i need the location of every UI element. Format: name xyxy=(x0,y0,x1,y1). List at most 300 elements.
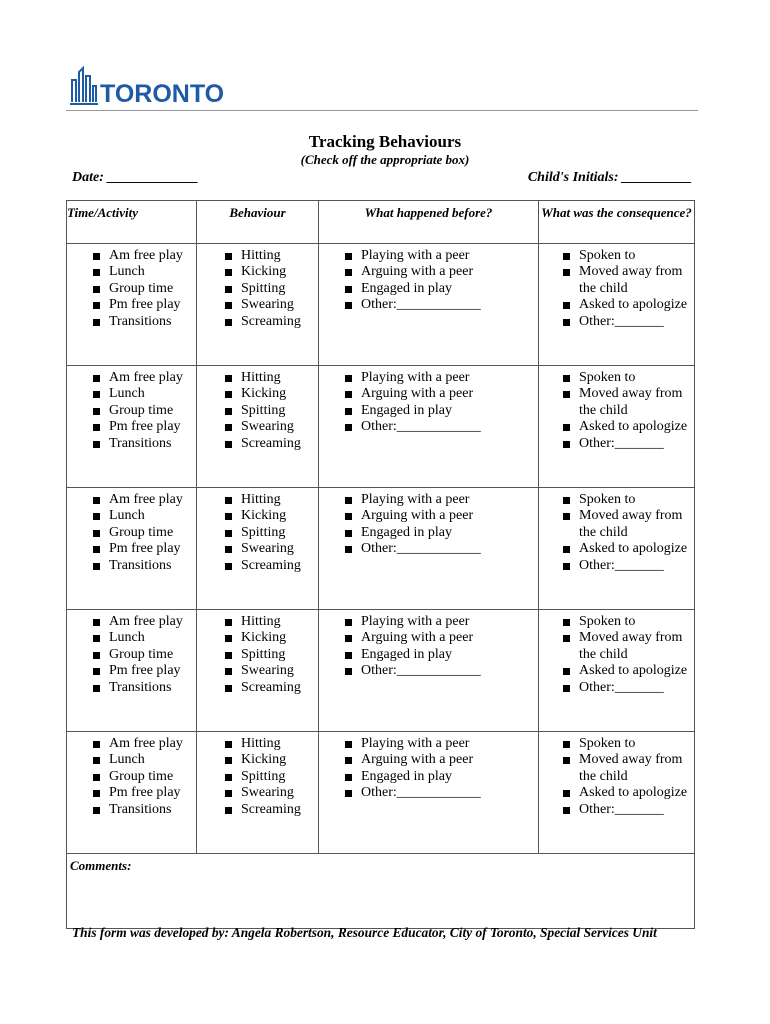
activity-option-label: Lunch xyxy=(109,508,145,524)
consequence-options-list xyxy=(539,732,694,818)
consequence-option[interactable] xyxy=(559,680,694,696)
header-consequence: What was the consequence? xyxy=(539,201,695,244)
consequence-cell xyxy=(539,488,695,610)
activity-cell xyxy=(67,732,197,854)
activity-option[interactable] xyxy=(89,525,196,541)
checkbox-square-icon[interactable] xyxy=(345,741,352,748)
activity-option-label: Transitions xyxy=(109,435,172,451)
checkbox-square-icon[interactable] xyxy=(225,302,232,309)
behaviour-option-label: Spitting xyxy=(241,524,286,540)
checkbox-square-icon[interactable] xyxy=(345,269,352,276)
checkbox-square-icon[interactable] xyxy=(225,286,232,293)
activity-option[interactable] xyxy=(89,508,196,524)
antecedent-option-label: Playing with a peer xyxy=(361,248,470,263)
activity-option-label: Transitions xyxy=(109,679,172,695)
behaviour-option[interactable] xyxy=(221,630,318,646)
checkbox-square-icon[interactable] xyxy=(563,619,570,626)
table-body xyxy=(67,244,695,929)
behaviour-option-label: Spitting xyxy=(241,280,286,296)
checkbox-square-icon[interactable] xyxy=(93,635,100,642)
checkbox-square-icon[interactable] xyxy=(225,269,232,276)
checkbox-square-icon[interactable] xyxy=(345,530,352,537)
antecedent-option-label: Engaged in play xyxy=(361,402,452,418)
behaviour-option[interactable] xyxy=(221,370,318,386)
checkbox-square-icon[interactable] xyxy=(93,668,100,675)
behaviour-option[interactable] xyxy=(221,541,318,557)
checkbox-square-icon[interactable] xyxy=(345,546,352,553)
behaviour-option[interactable] xyxy=(221,386,318,402)
antecedent-option-label: Arguing with a peer xyxy=(361,752,474,768)
behaviour-option-label: Swearing xyxy=(241,541,294,557)
checkbox-square-icon[interactable] xyxy=(93,530,100,537)
antecedent-options-list xyxy=(319,610,538,680)
antecedent-option-label: Engaged in play xyxy=(361,524,452,540)
activity-option[interactable] xyxy=(89,769,196,785)
checkbox-square-icon[interactable] xyxy=(93,774,100,781)
activity-option-label: Am free play xyxy=(109,614,183,629)
checkbox-square-icon[interactable] xyxy=(93,375,100,382)
checkbox-square-icon[interactable] xyxy=(225,319,232,326)
checkbox-square-icon[interactable] xyxy=(93,546,100,553)
behaviour-option-label: Hitting xyxy=(241,248,281,263)
consequence-options-list xyxy=(539,488,694,574)
behaviour-options-list xyxy=(197,244,318,330)
checkbox-square-icon[interactable] xyxy=(93,497,100,504)
behaviour-option-label: Swearing xyxy=(241,785,294,801)
activity-option[interactable] xyxy=(89,297,196,313)
antecedent-option-label: Playing with a peer xyxy=(361,370,470,385)
checkbox-square-icon[interactable] xyxy=(225,441,232,448)
checkbox-square-icon[interactable] xyxy=(345,757,352,764)
checkbox-square-icon[interactable] xyxy=(93,757,100,764)
behaviour-cell xyxy=(197,366,319,488)
antecedent-option[interactable] xyxy=(341,541,538,557)
activity-option-label: Transitions xyxy=(109,801,172,817)
activity-option[interactable] xyxy=(89,264,196,280)
antecedent-option-label: Playing with a peer xyxy=(361,736,470,751)
consequence-option-label: Spoken to xyxy=(579,248,636,263)
checkbox-square-icon[interactable] xyxy=(93,424,100,431)
activity-option-label: Lunch xyxy=(109,752,145,768)
consequence-option-label: Moved away from the child xyxy=(579,752,683,784)
activity-option[interactable] xyxy=(89,386,196,402)
table-row xyxy=(67,244,695,366)
checkbox-square-icon[interactable] xyxy=(345,774,352,781)
behaviour-option-label: Spitting xyxy=(241,402,286,418)
consequence-option[interactable] xyxy=(559,386,694,419)
activity-option-label: Group time xyxy=(109,402,174,418)
consequence-option-label: Other:_______ xyxy=(579,313,664,329)
activity-options-list xyxy=(67,366,196,452)
checkbox-square-icon[interactable] xyxy=(563,513,570,520)
checkbox-square-icon[interactable] xyxy=(563,497,570,504)
behaviour-option[interactable] xyxy=(221,558,318,574)
consequence-option[interactable] xyxy=(559,248,694,264)
checkbox-square-icon[interactable] xyxy=(93,269,100,276)
checkbox-square-icon[interactable] xyxy=(563,741,570,748)
checkbox-square-icon[interactable] xyxy=(225,513,232,520)
checkbox-square-icon[interactable] xyxy=(563,269,570,276)
antecedent-options-list xyxy=(319,366,538,436)
behaviour-option[interactable] xyxy=(221,752,318,768)
checkbox-square-icon[interactable] xyxy=(345,424,352,431)
checkbox-square-icon[interactable] xyxy=(563,375,570,382)
checkbox-square-icon[interactable] xyxy=(345,497,352,504)
behaviour-tracking-table xyxy=(66,200,695,929)
behaviour-option[interactable] xyxy=(221,525,318,541)
checkbox-square-icon[interactable] xyxy=(225,391,232,398)
activity-option[interactable] xyxy=(89,281,196,297)
checkbox-square-icon[interactable] xyxy=(563,790,570,797)
consequence-option-label: Spoken to xyxy=(579,370,636,385)
activity-option-label: Pm free play xyxy=(109,297,181,313)
antecedent-option-label: Other:____________ xyxy=(361,541,481,557)
header-divider xyxy=(66,110,698,111)
activity-option[interactable] xyxy=(89,785,196,801)
svg-text:TORONTO: TORONTO xyxy=(100,80,225,108)
activity-cell xyxy=(67,610,197,732)
checkbox-square-icon[interactable] xyxy=(93,302,100,309)
consequence-option-label: Spoken to xyxy=(579,492,636,507)
checkbox-square-icon[interactable] xyxy=(225,685,232,692)
behaviour-option-label: Kicking xyxy=(241,508,287,524)
behaviour-option[interactable] xyxy=(221,314,318,330)
consequence-option-label: Asked to apologize xyxy=(579,541,688,557)
consequence-option-label: Asked to apologize xyxy=(579,419,688,435)
comments-label: Comments: xyxy=(70,858,132,873)
consequence-option[interactable] xyxy=(559,436,694,452)
antecedent-option[interactable] xyxy=(341,248,538,264)
checkbox-square-icon[interactable] xyxy=(345,286,352,293)
checkbox-square-icon[interactable] xyxy=(93,563,100,570)
consequence-option[interactable] xyxy=(559,314,694,330)
activity-option-label: Group time xyxy=(109,280,174,296)
checkbox-square-icon[interactable] xyxy=(345,790,352,797)
activity-cell xyxy=(67,366,197,488)
checkbox-square-icon[interactable] xyxy=(345,635,352,642)
consequence-option-label: Moved away from the child xyxy=(579,508,683,540)
behaviour-options-list xyxy=(197,488,318,574)
antecedent-option-label: Other:____________ xyxy=(361,419,481,435)
activity-cell xyxy=(67,244,197,366)
behaviour-option[interactable] xyxy=(221,508,318,524)
behaviour-option[interactable] xyxy=(221,785,318,801)
checkbox-square-icon[interactable] xyxy=(345,253,352,260)
checkbox-square-icon[interactable] xyxy=(225,253,232,260)
antecedent-option[interactable] xyxy=(341,419,538,435)
antecedent-option-label: Other:____________ xyxy=(361,297,481,313)
checkbox-square-icon[interactable] xyxy=(93,391,100,398)
checkbox-square-icon[interactable] xyxy=(93,807,100,814)
antecedent-option[interactable] xyxy=(341,370,538,386)
consequence-option-label: Other:_______ xyxy=(579,557,664,573)
checkbox-square-icon[interactable] xyxy=(345,668,352,675)
consequence-option[interactable] xyxy=(559,736,694,752)
activity-option-label: Am free play xyxy=(109,370,183,385)
antecedent-option[interactable] xyxy=(341,630,538,646)
checkbox-square-icon[interactable] xyxy=(225,530,232,537)
city-of-toronto-logo xyxy=(70,66,225,108)
checkbox-square-icon[interactable] xyxy=(563,685,570,692)
consequence-options-list xyxy=(539,610,694,696)
antecedent-option[interactable] xyxy=(341,614,538,630)
behaviour-options-list xyxy=(197,610,318,696)
consequence-option-label: Asked to apologize xyxy=(579,785,688,801)
antecedent-option-label: Playing with a peer xyxy=(361,614,470,629)
activity-option[interactable] xyxy=(89,248,196,264)
behaviour-option-label: Screaming xyxy=(241,435,301,451)
checkbox-square-icon[interactable] xyxy=(93,619,100,626)
behaviour-option[interactable] xyxy=(221,736,318,752)
activity-option[interactable] xyxy=(89,314,196,330)
checkbox-square-icon[interactable] xyxy=(93,741,100,748)
behaviour-option-label: Screaming xyxy=(241,313,301,329)
activity-cell xyxy=(67,488,197,610)
consequence-option[interactable] xyxy=(559,541,694,557)
checkbox-square-icon[interactable] xyxy=(225,757,232,764)
consequence-cell xyxy=(539,732,695,854)
consequence-options-list xyxy=(539,366,694,452)
table-row xyxy=(67,366,695,488)
checkbox-square-icon[interactable] xyxy=(93,286,100,293)
activity-option[interactable] xyxy=(89,752,196,768)
checkbox-square-icon[interactable] xyxy=(93,652,100,659)
checkbox-square-icon[interactable] xyxy=(345,391,352,398)
behaviour-option-label: Screaming xyxy=(241,557,301,573)
activity-options-list xyxy=(67,732,196,818)
checkbox-square-icon[interactable] xyxy=(225,741,232,748)
consequence-option[interactable] xyxy=(559,558,694,574)
checkbox-square-icon[interactable] xyxy=(563,807,570,814)
activity-options-list xyxy=(67,610,196,696)
antecedent-cell xyxy=(319,488,539,610)
antecedent-option-label: Arguing with a peer xyxy=(361,264,474,280)
behaviour-option-label: Kicking xyxy=(241,630,287,646)
activity-option[interactable] xyxy=(89,647,196,663)
checkbox-square-icon[interactable] xyxy=(93,441,100,448)
consequence-option[interactable] xyxy=(559,752,694,785)
activity-option-label: Pm free play xyxy=(109,663,181,679)
activity-option-label: Transitions xyxy=(109,557,172,573)
checkbox-square-icon[interactable] xyxy=(225,497,232,504)
activity-option[interactable] xyxy=(89,436,196,452)
antecedent-option[interactable] xyxy=(341,492,538,508)
checkbox-square-icon[interactable] xyxy=(563,441,570,448)
checkbox-square-icon[interactable] xyxy=(225,774,232,781)
activity-options-list xyxy=(67,488,196,574)
activity-option-label: Lunch xyxy=(109,630,145,646)
activity-option-label: Am free play xyxy=(109,248,183,263)
antecedent-options-list xyxy=(319,488,538,558)
checkbox-square-icon[interactable] xyxy=(563,391,570,398)
consequence-option-label: Other:_______ xyxy=(579,801,664,817)
consequence-option[interactable] xyxy=(559,264,694,297)
antecedent-option[interactable] xyxy=(341,508,538,524)
consequence-option-label: Other:_______ xyxy=(579,435,664,451)
antecedent-option[interactable] xyxy=(341,752,538,768)
antecedent-option-label: Engaged in play xyxy=(361,280,452,296)
antecedent-option[interactable] xyxy=(341,769,538,785)
consequence-option-label: Moved away from the child xyxy=(579,386,683,418)
antecedent-option-label: Engaged in play xyxy=(361,646,452,662)
antecedent-option[interactable] xyxy=(341,281,538,297)
checkbox-square-icon[interactable] xyxy=(345,513,352,520)
checkbox-square-icon[interactable] xyxy=(93,513,100,520)
activity-option[interactable] xyxy=(89,403,196,419)
checkbox-square-icon[interactable] xyxy=(563,757,570,764)
header-time-activity: Time/Activity xyxy=(67,201,197,244)
checkbox-square-icon[interactable] xyxy=(563,302,570,309)
behaviour-option[interactable] xyxy=(221,769,318,785)
behaviour-option-label: Hitting xyxy=(241,614,281,629)
consequence-option[interactable] xyxy=(559,663,694,679)
consequence-option[interactable] xyxy=(559,508,694,541)
consequence-option-label: Other:_______ xyxy=(579,679,664,695)
behaviour-option-label: Spitting xyxy=(241,768,286,784)
behaviour-cell xyxy=(197,732,319,854)
checkbox-square-icon[interactable] xyxy=(93,685,100,692)
antecedent-option[interactable] xyxy=(341,785,538,801)
antecedent-options-list xyxy=(319,732,538,802)
behaviour-option[interactable] xyxy=(221,492,318,508)
footer-credit: This form was developed by: Angela Robertson, Resource Educator, City of Toronto, Special Services Unit xyxy=(72,925,657,940)
consequence-option-label: Asked to apologize xyxy=(579,297,688,313)
behaviour-option[interactable] xyxy=(221,802,318,818)
behaviour-cell xyxy=(197,488,319,610)
checkbox-square-icon[interactable] xyxy=(345,408,352,415)
behaviour-option-label: Kicking xyxy=(241,386,287,402)
checkbox-square-icon[interactable] xyxy=(225,790,232,797)
activity-option-label: Pm free play xyxy=(109,785,181,801)
activity-option-label: Transitions xyxy=(109,313,172,329)
checkbox-square-icon[interactable] xyxy=(225,668,232,675)
behaviour-option[interactable] xyxy=(221,403,318,419)
checkbox-square-icon[interactable] xyxy=(93,790,100,797)
checkbox-square-icon[interactable] xyxy=(225,652,232,659)
activity-option[interactable] xyxy=(89,630,196,646)
antecedent-option-label: Other:____________ xyxy=(361,663,481,679)
behaviour-option-label: Hitting xyxy=(241,370,281,385)
behaviour-option[interactable] xyxy=(221,248,318,264)
behaviour-option[interactable] xyxy=(221,614,318,630)
consequence-option[interactable] xyxy=(559,370,694,386)
activity-option[interactable] xyxy=(89,370,196,386)
behaviour-option[interactable] xyxy=(221,297,318,313)
consequence-option[interactable] xyxy=(559,630,694,663)
behaviour-option[interactable] xyxy=(221,680,318,696)
checkbox-square-icon[interactable] xyxy=(93,253,100,260)
comments-box[interactable] xyxy=(67,854,695,929)
date-field[interactable]: Date: _____________ xyxy=(72,170,199,185)
antecedent-option-label: Other:____________ xyxy=(361,785,481,801)
activity-option[interactable] xyxy=(89,802,196,818)
behaviour-option[interactable] xyxy=(221,647,318,663)
consequence-option-label: Spoken to xyxy=(579,614,636,629)
antecedent-option[interactable] xyxy=(341,297,538,313)
checkbox-square-icon[interactable] xyxy=(345,652,352,659)
consequence-option[interactable] xyxy=(559,492,694,508)
consequence-option[interactable] xyxy=(559,802,694,818)
antecedent-cell xyxy=(319,732,539,854)
checkbox-square-icon[interactable] xyxy=(225,375,232,382)
consequence-option[interactable] xyxy=(559,419,694,435)
consequence-option[interactable] xyxy=(559,297,694,313)
activity-option[interactable] xyxy=(89,614,196,630)
behaviour-option-label: Spitting xyxy=(241,646,286,662)
checkbox-square-icon[interactable] xyxy=(563,546,570,553)
antecedent-option[interactable] xyxy=(341,663,538,679)
consequence-options-list xyxy=(539,244,694,330)
activity-option[interactable] xyxy=(89,492,196,508)
activity-option[interactable] xyxy=(89,558,196,574)
checkbox-square-icon[interactable] xyxy=(93,319,100,326)
antecedent-option-label: Engaged in play xyxy=(361,768,452,784)
antecedent-option[interactable] xyxy=(341,647,538,663)
activity-option[interactable] xyxy=(89,663,196,679)
checkbox-square-icon[interactable] xyxy=(225,619,232,626)
checkbox-square-icon[interactable] xyxy=(225,807,232,814)
activity-option-label: Am free play xyxy=(109,492,183,507)
activity-option[interactable] xyxy=(89,680,196,696)
activity-option[interactable] xyxy=(89,541,196,557)
consequence-cell xyxy=(539,366,695,488)
antecedent-option[interactable] xyxy=(341,264,538,280)
activity-option-label: Pm free play xyxy=(109,541,181,557)
behaviour-option[interactable] xyxy=(221,281,318,297)
table-row xyxy=(67,610,695,732)
activity-option[interactable] xyxy=(89,419,196,435)
consequence-option[interactable] xyxy=(559,785,694,801)
behaviour-option[interactable] xyxy=(221,419,318,435)
checkbox-square-icon[interactable] xyxy=(563,253,570,260)
checkbox-square-icon[interactable] xyxy=(563,319,570,326)
behaviour-option[interactable] xyxy=(221,436,318,452)
checkbox-square-icon[interactable] xyxy=(225,424,232,431)
activity-option[interactable] xyxy=(89,736,196,752)
activity-option-label: Lunch xyxy=(109,386,145,402)
header-what-happened-before: What happened before? xyxy=(319,201,539,244)
behaviour-options-list xyxy=(197,366,318,452)
checkbox-square-icon[interactable] xyxy=(345,302,352,309)
checkbox-square-icon[interactable] xyxy=(563,563,570,570)
checkbox-square-icon[interactable] xyxy=(563,424,570,431)
checkbox-square-icon[interactable] xyxy=(563,668,570,675)
checkbox-square-icon[interactable] xyxy=(225,563,232,570)
child-initials-field[interactable]: Child's Initials: __________ xyxy=(527,170,692,185)
checkbox-square-icon[interactable] xyxy=(345,375,352,382)
consequence-option[interactable] xyxy=(559,614,694,630)
antecedent-option[interactable] xyxy=(341,403,538,419)
behaviour-option[interactable] xyxy=(221,264,318,280)
checkbox-square-icon[interactable] xyxy=(225,408,232,415)
checkbox-square-icon[interactable] xyxy=(225,635,232,642)
consequence-option-label: Spoken to xyxy=(579,736,636,751)
antecedent-option[interactable] xyxy=(341,736,538,752)
behaviour-option[interactable] xyxy=(221,663,318,679)
checkbox-square-icon[interactable] xyxy=(93,408,100,415)
behaviour-option-label: Hitting xyxy=(241,736,281,751)
checkbox-square-icon[interactable] xyxy=(345,619,352,626)
antecedent-option[interactable] xyxy=(341,525,538,541)
antecedent-option-label: Playing with a peer xyxy=(361,492,470,507)
antecedent-option[interactable] xyxy=(341,386,538,402)
form-title: Tracking Behaviours xyxy=(308,132,462,151)
checkbox-square-icon[interactable] xyxy=(563,635,570,642)
activity-option-label: Group time xyxy=(109,646,174,662)
activity-option-label: Am free play xyxy=(109,736,183,751)
behaviour-cell xyxy=(197,244,319,366)
checkbox-square-icon[interactable] xyxy=(225,546,232,553)
